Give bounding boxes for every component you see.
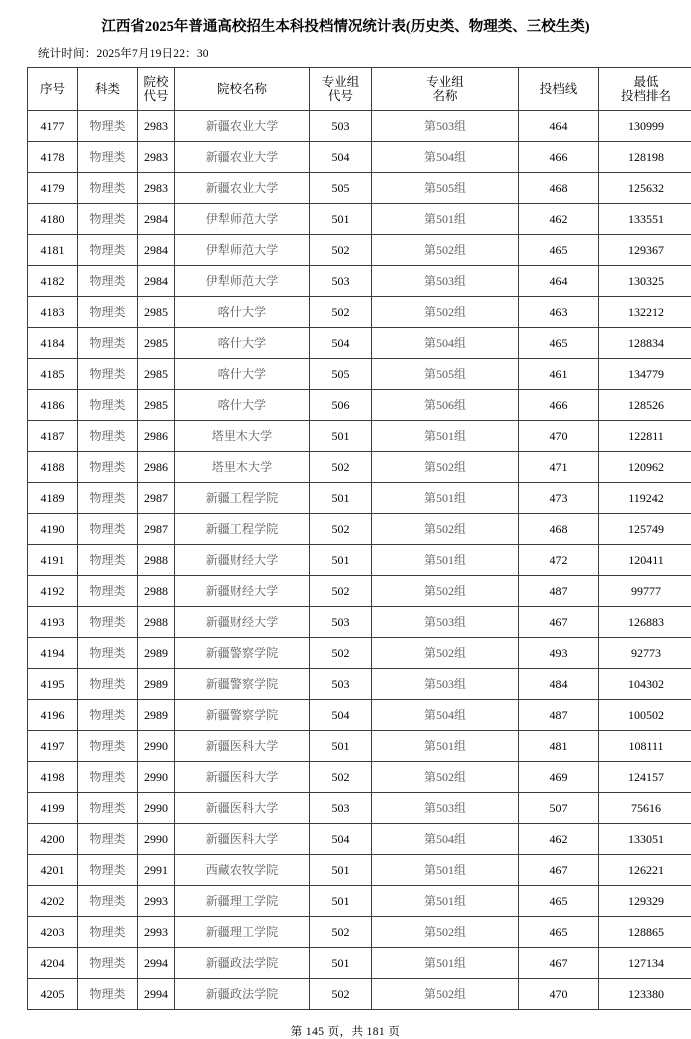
cell-subject: 物理类: [78, 111, 138, 142]
cell-score-line: 487: [519, 576, 599, 607]
cell-subject: 物理类: [78, 576, 138, 607]
cell-seq: 4201: [28, 855, 78, 886]
cell-group-code: 503: [310, 793, 372, 824]
cell-group-name: 第502组: [372, 917, 519, 948]
cell-score-line: 466: [519, 142, 599, 173]
table-row: [28, 855, 691, 886]
cell-score-line: 493: [519, 638, 599, 669]
column-header-school-code-line1: 院校: [138, 75, 174, 89]
cell-subject: 物理类: [78, 948, 138, 979]
cell-group-code: 503: [310, 266, 372, 297]
cell-seq: 4196: [28, 700, 78, 731]
cell-group-code: 502: [310, 297, 372, 328]
cell-group-code: 501: [310, 545, 372, 576]
cell-group-code: 501: [310, 886, 372, 917]
table-row: [28, 545, 691, 576]
cell-school-code: 2987: [138, 514, 175, 545]
column-header-group-code-line1: 专业组: [310, 75, 371, 89]
cell-school-name: 喀什大学: [175, 390, 310, 421]
cell-group-code: 502: [310, 979, 372, 1010]
cell-lowest-rank: 126221: [599, 855, 691, 886]
table-row: [28, 669, 691, 700]
cell-group-code: 501: [310, 855, 372, 886]
cell-subject: 物理类: [78, 483, 138, 514]
cell-group-name: 第504组: [372, 328, 519, 359]
cell-school-code: 2990: [138, 731, 175, 762]
cell-lowest-rank: 126883: [599, 607, 691, 638]
table-row: [28, 452, 691, 483]
cell-subject: 物理类: [78, 204, 138, 235]
cell-group-code: 501: [310, 421, 372, 452]
cell-group-name: 第501组: [372, 886, 519, 917]
column-header-score-line: 投档线: [519, 68, 599, 111]
cell-school-code: 2985: [138, 390, 175, 421]
cell-school-code: 2983: [138, 142, 175, 173]
table-row: [28, 607, 691, 638]
cell-lowest-rank: 128526: [599, 390, 691, 421]
cell-school-name: 新疆警察学院: [175, 638, 310, 669]
cell-lowest-rank: 104302: [599, 669, 691, 700]
column-header-group-name: [372, 68, 519, 111]
cell-seq: 4182: [28, 266, 78, 297]
cell-school-code: 2990: [138, 824, 175, 855]
cell-score-line: 470: [519, 421, 599, 452]
cell-group-name: 第503组: [372, 607, 519, 638]
table-row: [28, 204, 691, 235]
cell-school-name: 新疆医科大学: [175, 731, 310, 762]
cell-school-name: 新疆医科大学: [175, 793, 310, 824]
column-header-school-name: 院校名称: [175, 68, 310, 111]
cell-group-code: 502: [310, 514, 372, 545]
cell-school-code: 2993: [138, 917, 175, 948]
cell-school-code: 2991: [138, 855, 175, 886]
cell-school-code: 2983: [138, 173, 175, 204]
table-row: [28, 948, 691, 979]
cell-school-name: 塔里木大学: [175, 452, 310, 483]
cell-group-code: 504: [310, 142, 372, 173]
cell-group-name: 第503组: [372, 793, 519, 824]
cell-score-line: 464: [519, 266, 599, 297]
cell-subject: 物理类: [78, 266, 138, 297]
cell-group-code: 501: [310, 204, 372, 235]
cell-group-name: 第501组: [372, 421, 519, 452]
cell-score-line: 467: [519, 607, 599, 638]
cell-school-name: 新疆农业大学: [175, 142, 310, 173]
table-body: [28, 111, 691, 1010]
cell-subject: 物理类: [78, 855, 138, 886]
cell-subject: 物理类: [78, 669, 138, 700]
table-row: [28, 731, 691, 762]
column-header-group-code-line2: 代号: [310, 89, 371, 103]
cell-subject: 物理类: [78, 731, 138, 762]
cell-subject: 物理类: [78, 328, 138, 359]
cell-group-code: 501: [310, 948, 372, 979]
cell-lowest-rank: 92773: [599, 638, 691, 669]
cell-lowest-rank: 134779: [599, 359, 691, 390]
table-row: [28, 762, 691, 793]
cell-group-code: 505: [310, 359, 372, 390]
table-row: [28, 576, 691, 607]
cell-group-code: 503: [310, 669, 372, 700]
cell-group-name: 第502组: [372, 979, 519, 1010]
cell-subject: 物理类: [78, 390, 138, 421]
cell-group-code: 501: [310, 483, 372, 514]
cell-school-code: 2993: [138, 886, 175, 917]
table-row: [28, 824, 691, 855]
cell-school-code: 2986: [138, 452, 175, 483]
cell-subject: 物理类: [78, 824, 138, 855]
cell-group-name: 第503组: [372, 669, 519, 700]
cell-seq: 4194: [28, 638, 78, 669]
table-row: [28, 390, 691, 421]
table-row: [28, 979, 691, 1010]
cell-group-name: 第506组: [372, 390, 519, 421]
column-header-group-name-line1: 专业组: [372, 75, 518, 89]
cell-score-line: 507: [519, 793, 599, 824]
table-row: [28, 297, 691, 328]
column-header-school-code-line2: 代号: [138, 89, 174, 103]
table-header: [28, 68, 691, 111]
admission-score-table: [27, 67, 691, 1010]
cell-seq: 4199: [28, 793, 78, 824]
cell-lowest-rank: 108111: [599, 731, 691, 762]
cell-group-name: 第502组: [372, 762, 519, 793]
cell-lowest-rank: 130325: [599, 266, 691, 297]
cell-subject: 物理类: [78, 607, 138, 638]
cell-score-line: 462: [519, 824, 599, 855]
cell-subject: 物理类: [78, 886, 138, 917]
cell-group-code: 504: [310, 824, 372, 855]
cell-group-code: 504: [310, 700, 372, 731]
cell-seq: 4186: [28, 390, 78, 421]
cell-seq: 4189: [28, 483, 78, 514]
table-row: [28, 700, 691, 731]
cell-school-name: 伊犁师范大学: [175, 204, 310, 235]
cell-score-line: 464: [519, 111, 599, 142]
cell-lowest-rank: 120962: [599, 452, 691, 483]
cell-seq: 4202: [28, 886, 78, 917]
table-row: [28, 328, 691, 359]
cell-lowest-rank: 120411: [599, 545, 691, 576]
cell-school-code: 2989: [138, 638, 175, 669]
cell-school-code: 2985: [138, 359, 175, 390]
cell-score-line: 465: [519, 328, 599, 359]
cell-school-code: 2990: [138, 793, 175, 824]
cell-school-name: 新疆医科大学: [175, 762, 310, 793]
cell-school-code: 2990: [138, 762, 175, 793]
cell-group-code: 503: [310, 111, 372, 142]
cell-score-line: 481: [519, 731, 599, 762]
cell-score-line: 467: [519, 948, 599, 979]
cell-score-line: 468: [519, 514, 599, 545]
cell-seq: 4193: [28, 607, 78, 638]
cell-school-name: 新疆医科大学: [175, 824, 310, 855]
cell-score-line: 461: [519, 359, 599, 390]
cell-lowest-rank: 128865: [599, 917, 691, 948]
table-header-row: [28, 68, 691, 111]
cell-score-line: 462: [519, 204, 599, 235]
cell-lowest-rank: 128198: [599, 142, 691, 173]
column-header-group-code: [310, 68, 372, 111]
cell-school-name: 新疆理工学院: [175, 917, 310, 948]
cell-group-name: 第504组: [372, 700, 519, 731]
cell-group-name: 第502组: [372, 514, 519, 545]
table-row: [28, 111, 691, 142]
cell-seq: 4191: [28, 545, 78, 576]
cell-school-name: 新疆政法学院: [175, 948, 310, 979]
column-header-lowest-rank-line1: 最低: [599, 75, 691, 89]
page-footer: 第 145 页，共 181 页: [0, 1010, 691, 1039]
cell-school-name: 喀什大学: [175, 297, 310, 328]
table-container: [0, 61, 691, 1010]
cell-lowest-rank: 123380: [599, 979, 691, 1010]
cell-school-code: 2988: [138, 607, 175, 638]
page-title: 江西省2025年普通高校招生本科投档情况统计表(历史类、物理类、三校生类): [0, 0, 691, 36]
cell-score-line: 484: [519, 669, 599, 700]
cell-group-code: 505: [310, 173, 372, 204]
cell-score-line: 472: [519, 545, 599, 576]
cell-seq: 4188: [28, 452, 78, 483]
cell-group-code: 502: [310, 235, 372, 266]
table-row: [28, 173, 691, 204]
cell-school-code: 2994: [138, 948, 175, 979]
cell-subject: 物理类: [78, 173, 138, 204]
cell-school-name: 新疆警察学院: [175, 669, 310, 700]
cell-subject: 物理类: [78, 235, 138, 266]
cell-lowest-rank: 128834: [599, 328, 691, 359]
cell-group-name: 第501组: [372, 855, 519, 886]
cell-seq: 4190: [28, 514, 78, 545]
cell-school-name: 新疆财经大学: [175, 545, 310, 576]
cell-group-name: 第502组: [372, 576, 519, 607]
cell-group-name: 第503组: [372, 111, 519, 142]
cell-group-name: 第502组: [372, 452, 519, 483]
cell-group-name: 第501组: [372, 483, 519, 514]
cell-school-name: 西藏农牧学院: [175, 855, 310, 886]
cell-seq: 4198: [28, 762, 78, 793]
cell-seq: 4195: [28, 669, 78, 700]
column-header-subject-category: 科类: [78, 68, 138, 111]
cell-lowest-rank: 125749: [599, 514, 691, 545]
table-row: [28, 514, 691, 545]
cell-school-name: 新疆农业大学: [175, 173, 310, 204]
column-header-seq: 序号: [28, 68, 78, 111]
cell-subject: 物理类: [78, 452, 138, 483]
cell-subject: 物理类: [78, 545, 138, 576]
cell-school-name: 伊犁师范大学: [175, 266, 310, 297]
cell-lowest-rank: 129329: [599, 886, 691, 917]
cell-group-name: 第502组: [372, 638, 519, 669]
cell-group-name: 第502组: [372, 235, 519, 266]
cell-subject: 物理类: [78, 142, 138, 173]
cell-group-code: 506: [310, 390, 372, 421]
cell-score-line: 473: [519, 483, 599, 514]
cell-school-code: 2985: [138, 328, 175, 359]
cell-score-line: 466: [519, 390, 599, 421]
cell-score-line: 463: [519, 297, 599, 328]
cell-score-line: 467: [519, 855, 599, 886]
cell-school-code: 2984: [138, 204, 175, 235]
cell-group-name: 第505组: [372, 359, 519, 390]
cell-subject: 物理类: [78, 359, 138, 390]
cell-group-code: 502: [310, 452, 372, 483]
cell-seq: 4203: [28, 917, 78, 948]
cell-school-code: 2987: [138, 483, 175, 514]
cell-lowest-rank: 133051: [599, 824, 691, 855]
cell-school-name: 新疆政法学院: [175, 979, 310, 1010]
cell-school-code: 2984: [138, 266, 175, 297]
cell-seq: 4178: [28, 142, 78, 173]
cell-lowest-rank: 119242: [599, 483, 691, 514]
cell-school-name: 新疆财经大学: [175, 607, 310, 638]
cell-group-name: 第501组: [372, 948, 519, 979]
cell-score-line: 471: [519, 452, 599, 483]
table-row: [28, 886, 691, 917]
cell-subject: 物理类: [78, 700, 138, 731]
cell-lowest-rank: 127134: [599, 948, 691, 979]
cell-subject: 物理类: [78, 979, 138, 1010]
cell-school-name: 新疆财经大学: [175, 576, 310, 607]
table-row: [28, 483, 691, 514]
cell-score-line: 465: [519, 886, 599, 917]
cell-school-name: 新疆警察学院: [175, 700, 310, 731]
cell-subject: 物理类: [78, 917, 138, 948]
cell-school-code: 2994: [138, 979, 175, 1010]
cell-school-name: 新疆农业大学: [175, 111, 310, 142]
cell-seq: 4184: [28, 328, 78, 359]
cell-school-code: 2986: [138, 421, 175, 452]
cell-seq: 4192: [28, 576, 78, 607]
cell-subject: 物理类: [78, 762, 138, 793]
cell-seq: 4185: [28, 359, 78, 390]
cell-lowest-rank: 125632: [599, 173, 691, 204]
cell-seq: 4204: [28, 948, 78, 979]
column-header-lowest-rank-line2: 投档排名: [599, 89, 691, 103]
cell-school-name: 塔里木大学: [175, 421, 310, 452]
cell-seq: 4187: [28, 421, 78, 452]
cell-score-line: 468: [519, 173, 599, 204]
table-row: [28, 421, 691, 452]
cell-group-code: 502: [310, 917, 372, 948]
cell-school-code: 2989: [138, 700, 175, 731]
cell-group-code: 502: [310, 638, 372, 669]
cell-lowest-rank: 133551: [599, 204, 691, 235]
cell-seq: 4181: [28, 235, 78, 266]
cell-seq: 4179: [28, 173, 78, 204]
cell-seq: 4177: [28, 111, 78, 142]
cell-group-code: 501: [310, 731, 372, 762]
table-row: [28, 235, 691, 266]
cell-seq: 4180: [28, 204, 78, 235]
cell-group-name: 第504组: [372, 142, 519, 173]
cell-school-code: 2984: [138, 235, 175, 266]
cell-school-name: 伊犁师范大学: [175, 235, 310, 266]
cell-school-code: 2988: [138, 545, 175, 576]
cell-group-name: 第505组: [372, 173, 519, 204]
cell-group-name: 第503组: [372, 266, 519, 297]
column-header-group-name-line2: 名称: [372, 89, 518, 103]
cell-lowest-rank: 129367: [599, 235, 691, 266]
cell-school-name: 新疆工程学院: [175, 483, 310, 514]
cell-seq: 4183: [28, 297, 78, 328]
cell-group-name: 第504组: [372, 824, 519, 855]
cell-group-code: 502: [310, 762, 372, 793]
cell-score-line: 465: [519, 917, 599, 948]
column-header-lowest-rank: [599, 68, 691, 111]
cell-school-code: 2983: [138, 111, 175, 142]
cell-lowest-rank: 130999: [599, 111, 691, 142]
column-header-school-code: [138, 68, 175, 111]
cell-lowest-rank: 100502: [599, 700, 691, 731]
cell-lowest-rank: 132212: [599, 297, 691, 328]
cell-group-code: 502: [310, 576, 372, 607]
cell-lowest-rank: 124157: [599, 762, 691, 793]
cell-score-line: 487: [519, 700, 599, 731]
cell-school-name: 喀什大学: [175, 328, 310, 359]
cell-group-name: 第501组: [372, 545, 519, 576]
cell-lowest-rank: 75616: [599, 793, 691, 824]
cell-school-name: 新疆理工学院: [175, 886, 310, 917]
table-row: [28, 266, 691, 297]
table-row: [28, 638, 691, 669]
table-row: [28, 142, 691, 173]
cell-seq: 4197: [28, 731, 78, 762]
cell-subject: 物理类: [78, 421, 138, 452]
table-row: [28, 793, 691, 824]
statistics-time: 统计时间：2025年7月19日22：30: [0, 36, 691, 61]
cell-group-name: 第501组: [372, 204, 519, 235]
cell-school-name: 新疆工程学院: [175, 514, 310, 545]
cell-score-line: 465: [519, 235, 599, 266]
cell-school-code: 2985: [138, 297, 175, 328]
cell-school-code: 2989: [138, 669, 175, 700]
cell-school-code: 2988: [138, 576, 175, 607]
cell-school-name: 喀什大学: [175, 359, 310, 390]
cell-seq: 4200: [28, 824, 78, 855]
cell-group-name: 第501组: [372, 731, 519, 762]
cell-subject: 物理类: [78, 297, 138, 328]
cell-score-line: 469: [519, 762, 599, 793]
cell-seq: 4205: [28, 979, 78, 1010]
table-row: [28, 917, 691, 948]
cell-lowest-rank: 99777: [599, 576, 691, 607]
cell-subject: 物理类: [78, 638, 138, 669]
cell-subject: 物理类: [78, 514, 138, 545]
cell-group-code: 503: [310, 607, 372, 638]
cell-group-code: 504: [310, 328, 372, 359]
cell-score-line: 470: [519, 979, 599, 1010]
table-row: [28, 359, 691, 390]
cell-subject: 物理类: [78, 793, 138, 824]
cell-group-name: 第502组: [372, 297, 519, 328]
cell-lowest-rank: 122811: [599, 421, 691, 452]
